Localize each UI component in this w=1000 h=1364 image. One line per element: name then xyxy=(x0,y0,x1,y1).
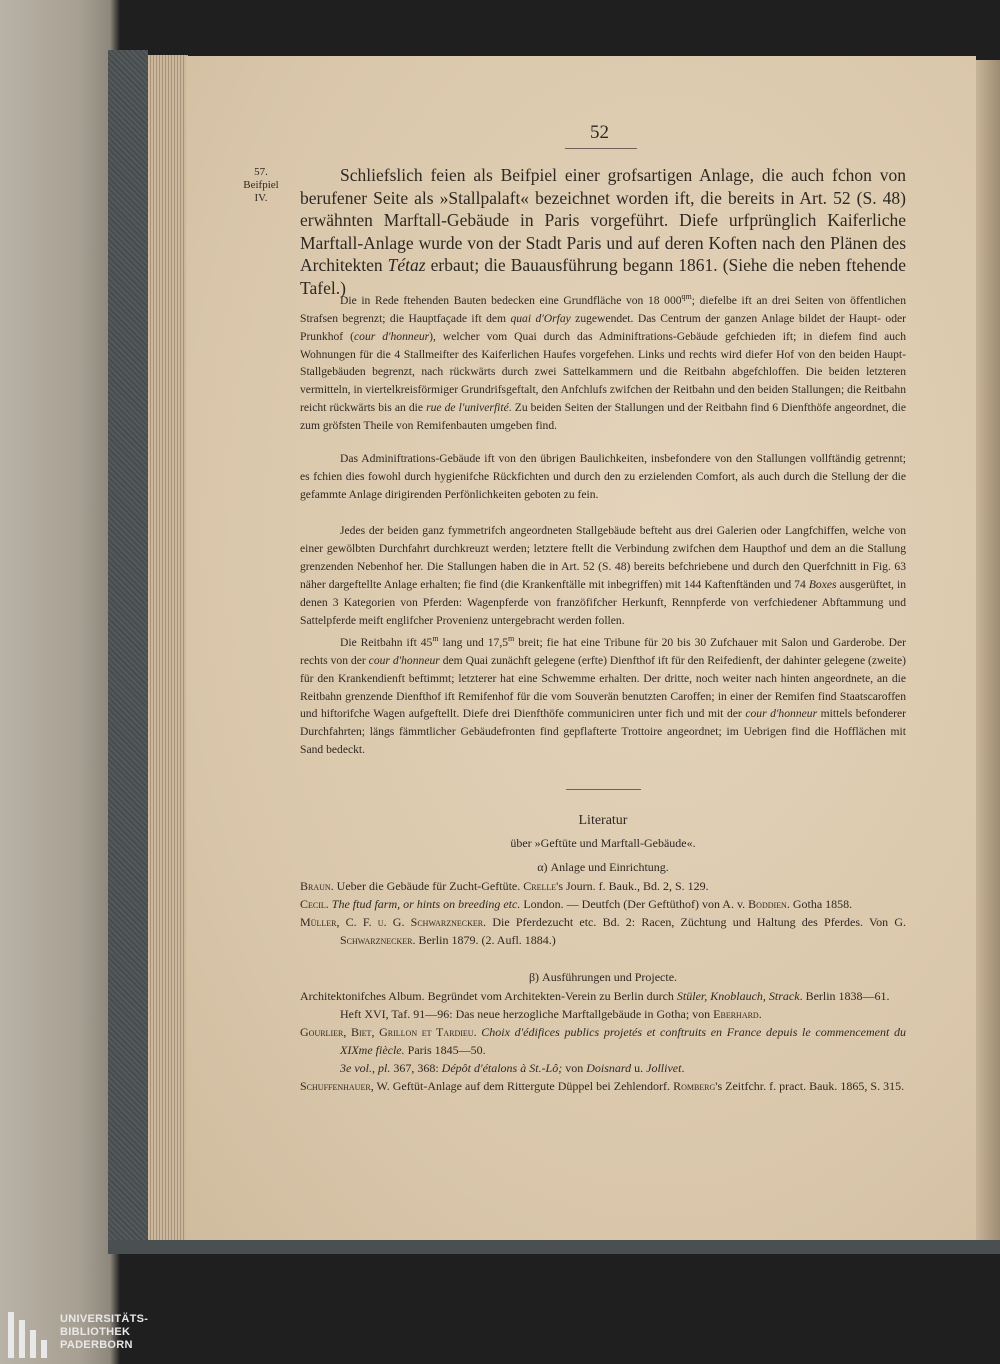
cour-term-1: cour d'honneur xyxy=(368,653,440,667)
logo-line-1: UNIVERSITÄTS- xyxy=(60,1313,149,1325)
bib-entry-cecil xyxy=(300,895,906,913)
p1-d: ), welcher vom Quai durch das Adminiftrations-Gebäude gefchieden ift; in diefem find auch Wohnungen für die 4 Stallmeifter des Kaiferlichen Haufes vorgefehen. Links und rechts wird diefer Hof von den beiden Haupt-Stallgebäuden begrenzt, nach rückwärts durch zwei Sattelkammern und die Reitbahn abgefchloffen. Die beiden letzteren vermitteln, in viertelkreisförmiger Grundrifsgeftalt, den Anfchlufs zwifchen der Reitbahn und den beiden Stallungen; die Reitbahn reicht rückwärts bis an die xyxy=(300,329,906,415)
architect-name: Tétaz xyxy=(387,255,426,275)
bibliography-a xyxy=(300,877,906,949)
bib-text: 367, 368: xyxy=(390,1061,442,1075)
intro-paragraph xyxy=(300,164,906,299)
p1-e: . Zu beiden Seiten der Stallungen und der Reitbahn find 6 Dienfthöfe angeordnet, die zum gröfsten Theile von Remifenbauten umgeben find. xyxy=(300,401,907,433)
bib-end: . Berlin 1838—61. xyxy=(799,989,890,1003)
bib-journal-author: Crelle xyxy=(523,879,557,893)
bib-end: . Gotha 1858. xyxy=(786,897,853,911)
bib-end: 's Zeitfchr. f. pract. Bauk. 1865, S. 315. xyxy=(715,1079,905,1093)
margin-note xyxy=(240,166,282,205)
bib-entry-album xyxy=(300,987,906,1005)
paragraph-administration: Das Adminiftrations-Gebäude ift von den übrigen Baulichkeiten, insbefondere von den Stallungen vollftändig getrennt; es fchien dies fowohl durch hygienifche Rückfichten und durch den zu erzielenden Comfort, als auch durch die Stellung der die gefammte Anlage dirigirenden Perfönlichkeiten geboten zu fein. xyxy=(300,452,906,501)
bibliography-b xyxy=(300,987,906,1095)
bib-und: u. xyxy=(631,1061,647,1075)
section-rule xyxy=(566,789,641,790)
bib-vol: 3e vol., pl. xyxy=(340,1061,391,1075)
bib-text: Architektonifches Album. Begründet vom Architekten-Verein zu Berlin durch xyxy=(300,989,677,1003)
literatur-title: Literatur xyxy=(578,813,628,828)
margin-note-label: Beifpiel xyxy=(243,179,279,191)
bib-author: Müller, C. F. u. G. Schwarznecker. xyxy=(300,915,487,929)
margin-note-number: 57. xyxy=(254,166,268,178)
p1-c: zugewendet. Das Centrum der ganzen Anlage bildet der Haupt- oder Prunkhof ( xyxy=(300,311,906,343)
bib-author-2: Jollivet xyxy=(646,1061,682,1075)
bib-title: Dépôt d'étalons à St.-Lô; xyxy=(441,1061,563,1075)
page-number: 52 xyxy=(590,122,609,143)
bib-entry-braun xyxy=(300,877,906,895)
paragraph-reitbahn xyxy=(300,630,906,759)
bib-entry-gourlier xyxy=(300,1023,906,1059)
bib-translator: Boddien xyxy=(748,897,787,911)
logo-line-3: PADERBORN xyxy=(60,1339,133,1351)
bib-text: Die Pferdezucht etc. Bd. 2: Racen, Züchtung und Haltung des Pferdes. Von G. xyxy=(486,915,906,929)
literatur-subtitle: über »Geftüte und Marftall-Gebäude«. xyxy=(510,836,696,850)
unit-m2: m xyxy=(508,634,515,643)
rue-name: rue de l'univerfité xyxy=(426,401,509,415)
bib-text: London. — Deutfch (Der Geftüthof) von A. v. xyxy=(520,897,749,911)
bib-entry-schuffenhauer xyxy=(300,1077,906,1095)
p4-a: Die Reitbahn ift 45 xyxy=(340,635,433,649)
cour-term: cour d'honneur xyxy=(354,329,430,343)
unit-m1: m xyxy=(432,634,439,643)
p1-a: Die in Rede ftehenden Bauten bedecken eine Grundfläche von 18 000 xyxy=(340,293,682,307)
right-page-edge xyxy=(976,60,1000,1240)
bib-author: Schuffenhauer xyxy=(300,1079,371,1093)
bib-names: Stüler, Knoblauch, Strack xyxy=(676,989,800,1003)
bib-von: von xyxy=(562,1061,587,1075)
p4-b: lang und 17,5 xyxy=(438,635,509,649)
cour-term-2: cour d'honneur xyxy=(745,707,818,721)
library-logo-text xyxy=(60,1313,148,1352)
logo-line-2: BIBLIOTHEK xyxy=(60,1326,131,1338)
page-stack-edge xyxy=(148,55,188,1247)
bib-end: Paris 1845—50. xyxy=(404,1043,486,1057)
bib-end: . Berlin 1879. (2. Aufl. 1884.) xyxy=(412,933,556,947)
book-cover-spine xyxy=(108,50,148,1250)
bib-authors: Doisnard xyxy=(586,1061,632,1075)
margin-note-roman: IV. xyxy=(254,192,268,204)
library-logo-icon xyxy=(8,1312,48,1358)
bib-journal: 's Journ. f. Bauk., Bd. 2, S. 129. xyxy=(556,879,709,893)
unit-qm: qm xyxy=(681,292,692,301)
bib-authors: Gourlier, Biet, Grillon et Tardieu. xyxy=(300,1025,477,1039)
bib-end: . xyxy=(758,1007,762,1021)
section-a-heading: α) Anlage und Einrichtung. xyxy=(537,860,669,874)
book-cover-bottom xyxy=(108,1240,1000,1254)
section-b-heading: β) Ausführungen und Projecte. xyxy=(528,970,678,984)
p1-b: ; diefelbe ift an drei Seiten von öffentlichen Strafsen begrenzt; die Hauptfaçade ift dem xyxy=(300,293,906,325)
bib-entry-mueller xyxy=(300,913,906,949)
intro-text-2: erbaut; die Bauausführung begann 1861. (Siehe die neben ftehende Tafel.) xyxy=(300,255,906,298)
bib-entry-gourlier-vol xyxy=(300,1059,906,1077)
bib-text: Heft XVI, Taf. 91—96: Das neue herzogliche Marftallgebäude in Gotha; von xyxy=(340,1007,714,1021)
bib-author: Cecil. xyxy=(300,897,329,911)
p3-a: Jedes der beiden ganz fymmetrifch angeordneten Stallgebäude befteht aus drei Galerien oder Langfchiffen, welche von einer gewölbten Durchfahrt durchkreuzt werden; letztere ftellt die Verbindung zwifchen dem Haupthof und dem an die Stallung grenzenden Nebenhof her. Die Stallungen haben die in Art. 52 (S. 48) bereits befchriebene und durch den Querfchnitt in Fig. 63 näher dargeftellte Anlage erhalten; fie find (die Krankenftälle mit inbegriffen) mit 144 Kaftenftänden und 74 xyxy=(300,524,906,591)
bib-author-2: Schwarznecker xyxy=(340,933,413,947)
boxes-term: Boxes xyxy=(808,577,837,591)
bib-text: Ueber die Gebäude für Zucht-Geftüte. xyxy=(333,879,524,893)
paragraph-stallgebaeude xyxy=(300,522,906,629)
bib-author: Braun. xyxy=(300,879,334,893)
bib-title: The ftud farm, or hints on breeding etc. xyxy=(331,897,521,911)
p3-b: ausgerüftet, in denen 3 Kategorien von Pferden: Wagenpferde von franzöfifcher Herkunft, Rennpferde von verfchiedener Abftammung und Sattelpferde meift englifcher Provenienz untergebracht werden follen. xyxy=(300,577,907,627)
bib-title: Choix d'édifices publics projetés et conftruits en France depuis le commencement du XIXme fiècle. xyxy=(340,1025,907,1057)
bib-entry-album-heft xyxy=(300,1005,906,1023)
bib-end: . xyxy=(681,1061,685,1075)
bib-journal-author: Romberg xyxy=(673,1079,716,1093)
paragraph-grundflaeche xyxy=(300,288,906,435)
bib-author: Eberhard xyxy=(713,1007,759,1021)
bib-text: , W. Geftüt-Anlage auf dem Rittergute Düppel bei Zehlendorf. xyxy=(370,1079,674,1093)
quai-name: quai d'Orfay xyxy=(510,311,571,325)
p4-c: breit; fie hat eine Tribune für 20 bis 30 Zufchauer mit Salon und Garderobe. Der rechts von der xyxy=(300,635,906,667)
page-number-rule xyxy=(565,148,637,149)
library-logo xyxy=(8,1303,158,1361)
p4-d: dem Quai zunächft gelegene (erfte) Dienfthof ift für den Reifedienft, der dahinter gelegene (zweite) für den Krankendienft beftimmt; letzterer hat eine Schwemme erhalten. Der dritte, noch weiter nach hinten angeordnete, an die Reitbahn grenzende Dienfthof ift Remifenhof für die vom Souverän benutzten Caroffen; in einer der Remifen find Staatscaroffen und hiftorifche Wagen aufgeftellt. Diefe drei Dienfthöfe communiciren unter fich und mit der xyxy=(300,653,906,721)
intro-text-1: Schliefslich feien als Beifpiel einer grofsartigen Anlage, die auch fchon von berufener Seite als »Stallpalaft« bezeichnet worden ift, die bereits in Art. 52 (S. 48) erwähnten Marftall-Gebäude in Paris vorgeführt. Diefe urfprünglich Kaiferliche Marftall-Anlage wurde von der Stadt Paris und auf deren Koften nach den Plänen des Architekten xyxy=(300,165,906,275)
p4-e: mittels befonderer Durchfahrten; längs fämmtlicher Gebäudefronten find gepflafterte Trottoire angeordnet; im Uebrigen find die Hofflächen mit Sand bedeckt. xyxy=(300,707,906,757)
